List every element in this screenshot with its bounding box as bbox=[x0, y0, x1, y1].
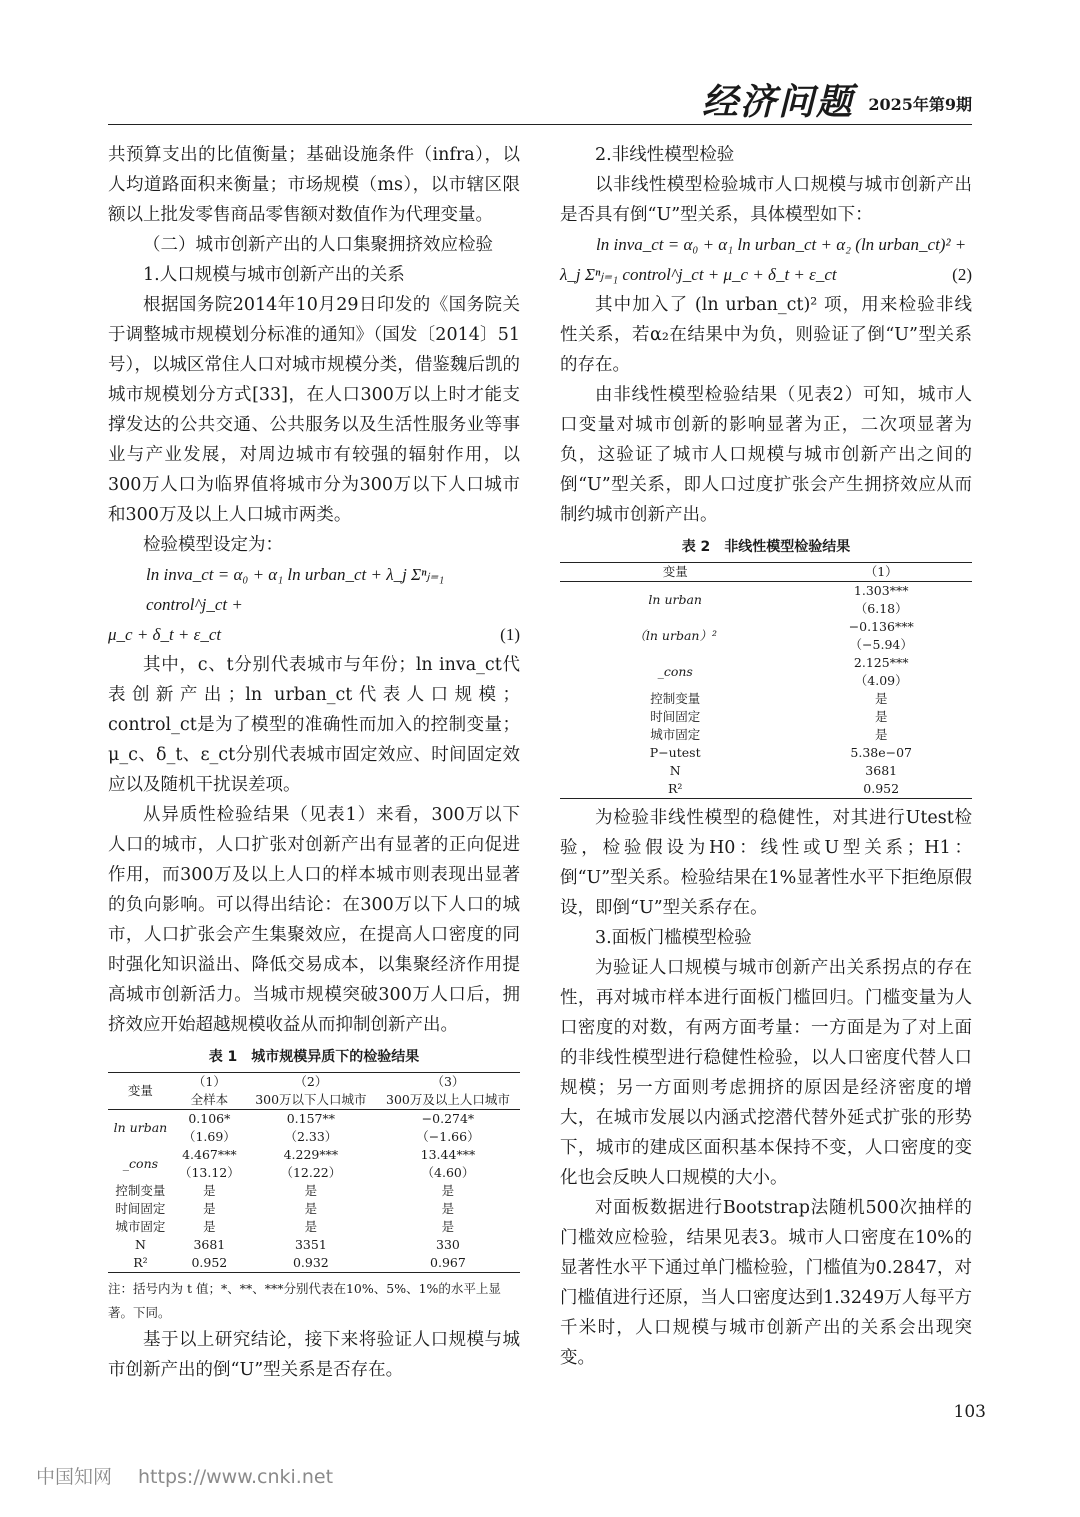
paragraph: 为验证人口规模与城市创新产出关系拐点的存在性，再对城市样本进行面板门槛回归。门槛变量为人口密度的对数，有两方面考量：一方面是为了对上面的非线性模型进行稳健性检验，以人口密度代替人口规模；另一方面则考虑拥挤的原因是经济密度的增大，在城市发展以内涵式挖潜代替外延式扩张的形势下，城市的建成区面积基本保持不变，人口密度的变化也会反映人口规模的大小。 bbox=[560, 958, 972, 1188]
equation-1 bbox=[108, 560, 520, 650]
paragraph: 根据国务院2014年10月29日印发的《国务院关于调整城市规模划分标准的通知》（国发〔2014〕51号），以城区常住人口对城市规模分类，借鉴魏后凯的城市规模划分方式[33]，在人口300万以上时才能支撑发达的公共交通、公共服务以及生活性服务业等事业与产业发展，对周边城市有较强的辐射作用，以300万人口为临界值将城市分为300万以下人口城市和300万及以上人口城市两类。 bbox=[108, 295, 520, 525]
table-cell: ln urban bbox=[648, 592, 702, 607]
table-cell: 3351 bbox=[294, 1237, 327, 1252]
table-cell: 0.932 bbox=[292, 1255, 329, 1270]
table-row bbox=[560, 762, 972, 780]
table-row bbox=[108, 1110, 520, 1129]
table-cell: 5.38e−07 bbox=[850, 745, 912, 760]
subsection-heading: 1.人口规模与城市创新产出的关系 bbox=[143, 265, 405, 285]
table-cell: R² bbox=[667, 781, 683, 796]
table-row bbox=[108, 1254, 520, 1273]
table-cell: N bbox=[134, 1237, 146, 1252]
table-cell: （6.18） bbox=[854, 601, 908, 616]
table-cell: 是 bbox=[203, 1201, 216, 1216]
table-header: 变量 bbox=[108, 1073, 173, 1110]
equation-number: (2) bbox=[952, 265, 972, 284]
table-cell: 2.125*** bbox=[853, 655, 909, 670]
paragraph: 从异质性检验结果（见表1）来看，300万以下人口的城市，人口扩张对创新产出有显著的正向促进作用，而300万及以上人口的样本城市则表现出显著的负向影响。可以得出结论：在300万以下人口的城市，人口扩张会产生集聚效应，在提高人口密度的同时强化知识溢出、降低交易成本，以集聚经济作用提高城市创新活力。当城市规模突破300万人口后，拥挤效应开始超越规模收益从而抑制创新产出。 bbox=[108, 805, 520, 1035]
table-cell: 控制变量 bbox=[650, 691, 701, 706]
table-cell: 是 bbox=[874, 727, 888, 742]
table-cell: −0.274* bbox=[421, 1111, 475, 1126]
table-cell: P−utest bbox=[649, 745, 701, 760]
table-cell: （1.69） bbox=[182, 1129, 236, 1144]
equation-number: (1) bbox=[500, 625, 520, 644]
table-row bbox=[560, 726, 972, 744]
table-cell: 是 bbox=[304, 1201, 318, 1216]
paragraph: 基于以上研究结论，接下来将验证人口规模与城市创新产出的倒“U”型关系是否存在。 bbox=[108, 1330, 520, 1380]
table-cell: （13.12） bbox=[178, 1165, 240, 1180]
table-cell: 时间固定 bbox=[650, 709, 701, 724]
table-cell: 城市固定 bbox=[650, 727, 701, 742]
table-2 bbox=[560, 562, 972, 799]
table-cell: 13.44*** bbox=[420, 1147, 476, 1162]
table-cell: 是 bbox=[441, 1219, 455, 1234]
table-cell: 控制变量 bbox=[115, 1183, 166, 1198]
subsection-heading: 3.面板门槛模型检验 bbox=[595, 928, 752, 948]
equation-line: μ_c + δ_t + ε_ct bbox=[108, 625, 222, 644]
table-cell: （4.09） bbox=[854, 673, 908, 688]
table-row bbox=[560, 618, 972, 636]
equation-line: λ_j Σⁿⱼ₌₁ control^j_ct + μ_c + δ_t + ε_ct bbox=[560, 265, 837, 284]
table-row bbox=[108, 1182, 520, 1200]
table-row bbox=[560, 654, 972, 672]
table-cell: R² bbox=[133, 1255, 148, 1270]
site-url[interactable]: https://www.cnki.net bbox=[138, 1466, 334, 1488]
table-2-caption: 表 2 非线性模型检验结果 bbox=[681, 539, 851, 555]
table-cell: ln urban bbox=[113, 1120, 168, 1135]
table-cell: N bbox=[669, 763, 681, 778]
subsection-heading: 2.非线性模型检验 bbox=[595, 145, 735, 165]
table-cell: 0.157** bbox=[286, 1111, 336, 1126]
table-cell: 0.952 bbox=[191, 1255, 228, 1270]
paragraph: 检验模型设定为： bbox=[143, 535, 283, 555]
table-cell: 0.967 bbox=[430, 1255, 466, 1270]
table-1 bbox=[108, 1072, 520, 1273]
table-cell: （4.60） bbox=[421, 1165, 475, 1180]
table-cell: 3681 bbox=[193, 1237, 226, 1252]
table-row bbox=[560, 708, 972, 726]
table-header: （3） bbox=[431, 1074, 465, 1089]
equation-line: ln inva_ct = α₀ + α₁ ln urban_ct + α₂ (ln urban_ct)² + bbox=[596, 235, 967, 254]
table-row bbox=[108, 1200, 520, 1218]
page-header bbox=[108, 72, 972, 125]
table-cell: 0.106* bbox=[188, 1111, 231, 1126]
table-header: 300万以下人口城市 bbox=[246, 1091, 376, 1110]
table-row bbox=[108, 1146, 520, 1164]
table-cell: 是 bbox=[874, 709, 888, 724]
table-header: 变量 bbox=[560, 563, 790, 582]
table-cell: 是 bbox=[304, 1219, 318, 1234]
section-heading: （二）城市创新产出的人口集聚拥挤效应检验 bbox=[143, 235, 493, 255]
journal-title: 经济问题 bbox=[701, 81, 854, 123]
table-cell: （12.22） bbox=[280, 1165, 342, 1180]
table-row bbox=[560, 744, 972, 762]
paragraph: 以非线性模型检验城市人口规模与城市创新产出是否具有倒“U”型关系，具体模型如下： bbox=[560, 175, 972, 225]
table-cell: 是 bbox=[203, 1183, 216, 1198]
table-cell: 是 bbox=[441, 1201, 455, 1216]
table-cell: 时间固定 bbox=[115, 1201, 166, 1216]
table-cell: _cons bbox=[122, 1156, 159, 1171]
table-row bbox=[108, 1218, 520, 1236]
table-cell: 城市固定 bbox=[115, 1219, 166, 1234]
equation-line: ln inva_ct = α₀ + α₁ ln urban_ct + λ_j Σⁿⱼ₌₁ control^j_ct + bbox=[146, 565, 445, 614]
table-cell: 是 bbox=[441, 1183, 455, 1198]
issue-label: 2025年第9期 bbox=[868, 95, 972, 114]
left-column bbox=[108, 140, 520, 1385]
table-cell: （−5.94） bbox=[849, 637, 913, 652]
paragraph: 其中加入了 (ln urban_ct)² 项，用来检验非线性关系，若α₂在结果中为负，则验证了倒“U”型关系的存在。 bbox=[560, 295, 972, 375]
table-cell: （2.33） bbox=[284, 1129, 338, 1144]
paragraph: 共预算支出的比值衡量；基础设施条件（infra），以人均道路面积来衡量；市场规模（ms），以市辖区限额以上批发零售商品零售额对数值作为代理变量。 bbox=[108, 145, 520, 225]
table-cell: 0.952 bbox=[863, 781, 900, 796]
table-header: 300万及以上人口城市 bbox=[376, 1091, 520, 1110]
equation-2 bbox=[560, 230, 972, 290]
table-row bbox=[560, 582, 972, 601]
table-cell: （−1.66） bbox=[416, 1129, 480, 1144]
table-header: （1） bbox=[192, 1074, 226, 1089]
table-cell: 3681 bbox=[865, 763, 898, 778]
site-name: 中国知网 bbox=[36, 1466, 113, 1488]
table-cell: 是 bbox=[203, 1219, 216, 1234]
table-cell: _cons bbox=[657, 664, 693, 679]
table-header: （1） bbox=[790, 563, 972, 582]
table-cell: −0.136*** bbox=[848, 619, 914, 634]
table-cell: 330 bbox=[436, 1237, 460, 1252]
paragraph: 由非线性模型检验结果（见表2）可知，城市人口变量对城市创新的影响显著为正，二次项显著为负，这验证了城市人口规模与城市创新产出之间的倒“U”型关系，即人口过度扩张会产生拥挤效应从而制约城市创新产出。 bbox=[560, 385, 972, 525]
table-note: 注：括号内为 t 值；*、**、***分别代表在10%、5%、1%的水平上显著。下同。 bbox=[108, 1281, 501, 1320]
table-1-caption: 表 1 城市规模异质下的检验结果 bbox=[208, 1049, 420, 1065]
table-cell: 4.467*** bbox=[182, 1147, 237, 1162]
right-column bbox=[560, 140, 972, 1373]
table-header: 全样本 bbox=[173, 1091, 246, 1110]
table-cell: 1.303*** bbox=[853, 583, 909, 598]
table-header: （2） bbox=[294, 1074, 328, 1089]
watermark-footer bbox=[36, 1462, 333, 1489]
table-row bbox=[560, 780, 972, 799]
table-cell: 是 bbox=[304, 1183, 318, 1198]
table-row bbox=[560, 690, 972, 708]
paragraph: 为检验非线性模型的稳健性，对其进行Utest检验，检验假设为H0：线性或U型关系；H1：倒“U”型关系。检验结果在1%显著性水平下拒绝原假设，即倒“U”型关系存在。 bbox=[560, 808, 972, 918]
table-cell: 4.229*** bbox=[283, 1147, 339, 1162]
table-cell: 是 bbox=[874, 691, 888, 706]
table-row bbox=[108, 1236, 520, 1254]
page-number: 103 bbox=[953, 1402, 986, 1422]
paragraph: 对面板数据进行Bootstrap法随机500次抽样的门槛效应检验，结果见表3。城市人口密度在10%的显著性水平下通过单门槛检验，门槛值为0.2847，对门槛值进行还原，当人口密度达到1.3249万人每平方千米时，人口规模与城市创新产出的关系会出现突变。 bbox=[560, 1198, 972, 1368]
table-cell: （ln urban）² bbox=[633, 628, 717, 643]
paragraph: 其中，c、t分别代表城市与年份；ln inva_ct代表创新产出；ln urban_ct代表人口规模；control_ct是为了模型的准确性而加入的控制变量；μ_c、δ_t、ε_ct分别代表城市固定效应、时间固定效应以及随机干扰误差项。 bbox=[108, 655, 520, 795]
